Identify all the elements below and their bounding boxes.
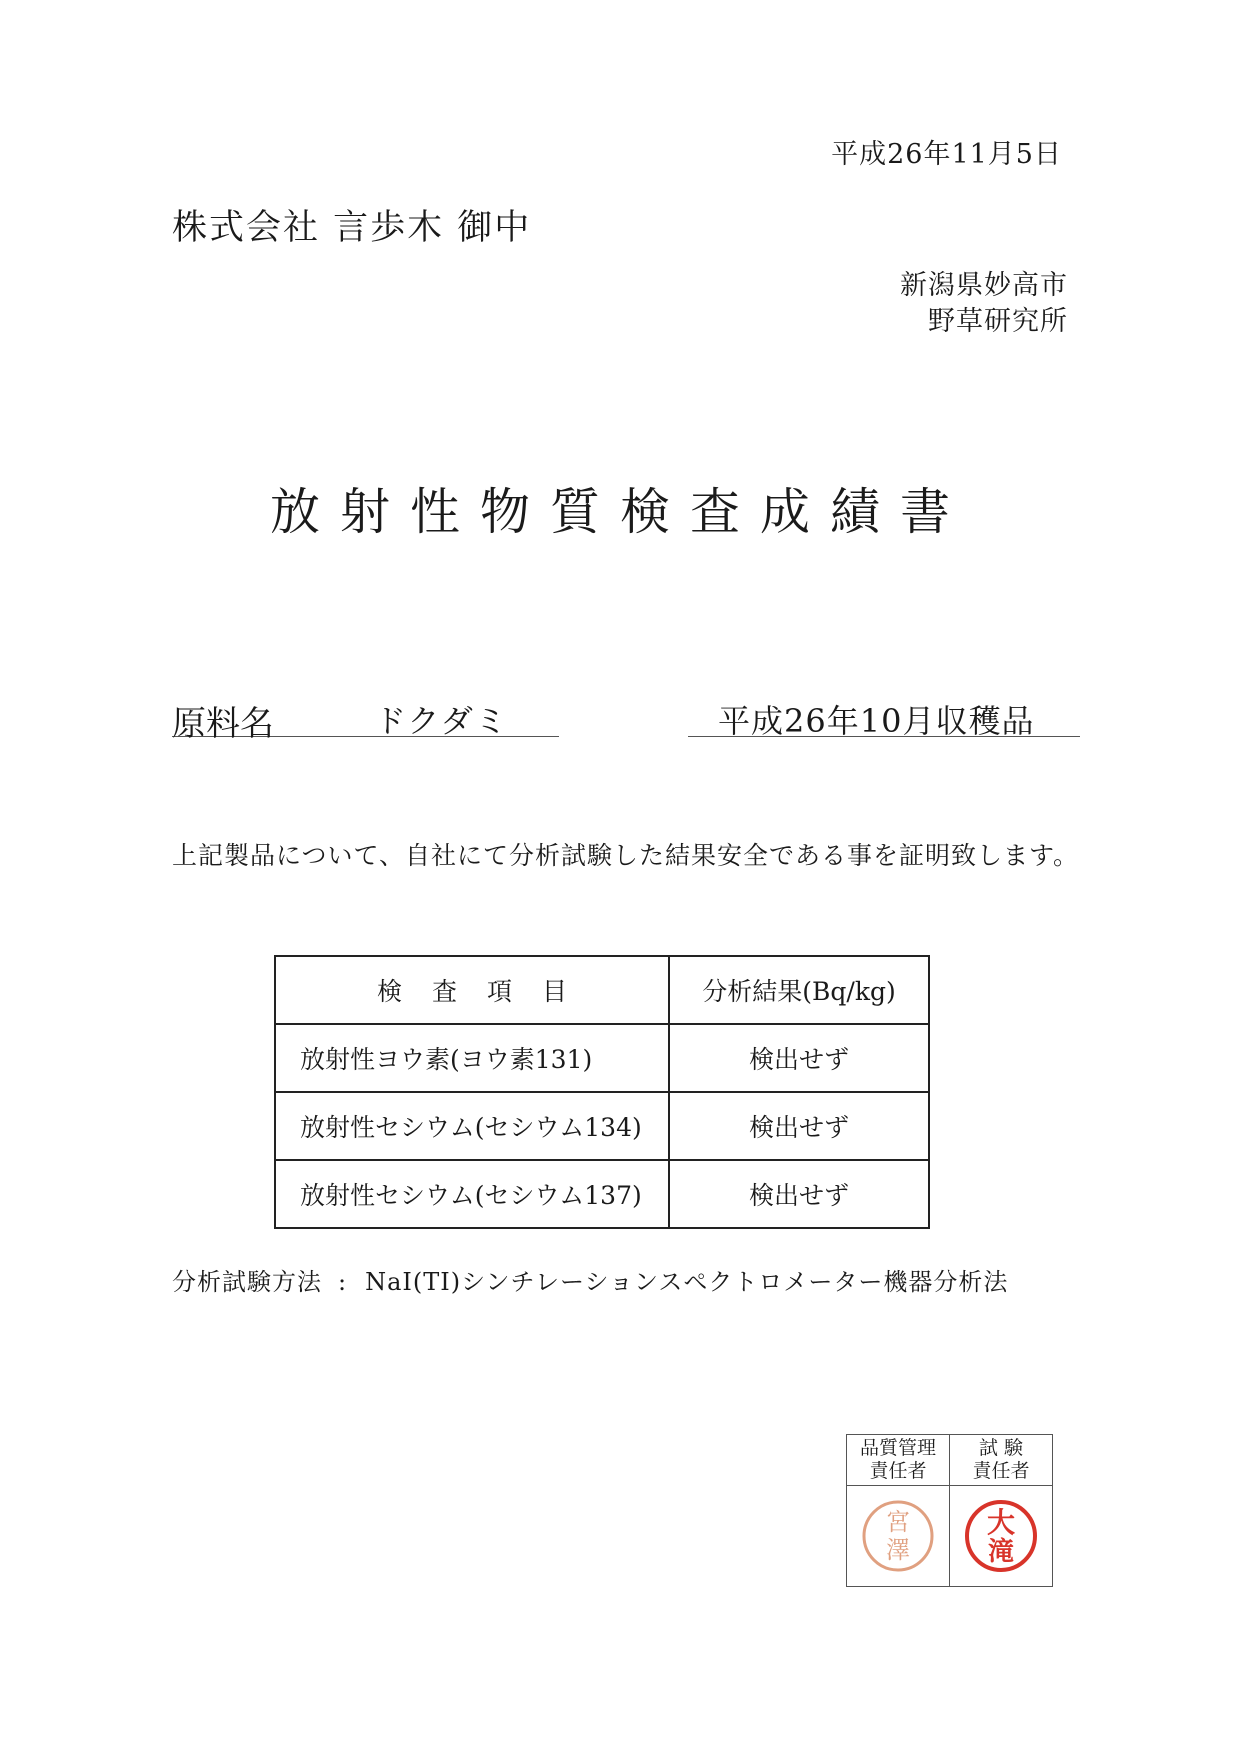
document-title: 放射性物質検査成績書 [270, 483, 970, 541]
material-name: ドクダミ [374, 702, 509, 740]
certification-statement: 上記製品について、自社にて分析試験した結果安全である事を証明致します。 [172, 841, 1080, 870]
row-item: 放射性ヨウ素(ヨウ素131) [275, 1024, 669, 1092]
seal-stamp-icon [961, 1496, 1041, 1576]
method-label: 分析試験方法 [172, 1268, 322, 1296]
row-item: 放射性セシウム(セシウム134) [275, 1092, 669, 1160]
method-separator: : [338, 1268, 348, 1296]
method-value: NaI(TI)シンチレーションスペクトロメーター機器分析法 [365, 1268, 1009, 1296]
table-row [275, 1160, 929, 1228]
test-manager-label: 試 験 責任者 [950, 1435, 1053, 1486]
seal-stamp-icon [858, 1496, 938, 1576]
analysis-method [172, 1262, 1008, 1297]
row-item: 放射性セシウム(セシウム137) [275, 1160, 669, 1228]
results-table [274, 955, 930, 1229]
seal-text-2b: 滝 [987, 1537, 1015, 1567]
quality-manager-label: 品質管理 責任者 [847, 1435, 950, 1486]
row-result: 検出せず [669, 1024, 929, 1092]
seal-text-1b: 澤 [886, 1536, 910, 1564]
harvest-field [688, 696, 1080, 740]
header-inspection-item: 検査項目 [275, 956, 669, 1024]
material-label: 原料名 [172, 704, 274, 744]
recipient: 株式会社 言歩木 御中 [172, 208, 532, 248]
table-header-row [275, 956, 929, 1024]
test-manager-seal [950, 1486, 1053, 1587]
row-result: 検出せず [669, 1092, 929, 1160]
seal-text-1: 宮 [886, 1508, 910, 1536]
seal-text-2: 大 [986, 1506, 1016, 1539]
row-result: 検出せず [669, 1160, 929, 1228]
issuer-block [900, 268, 1068, 340]
table-row [275, 1092, 929, 1160]
material-field [172, 696, 559, 744]
issuer-name: 野草研究所 [928, 306, 1068, 337]
issuer-location: 新潟県妙高市 [900, 270, 1068, 301]
signature-box [846, 1434, 1053, 1587]
table-row [275, 1024, 929, 1092]
header-analysis-result: 分析結果(Bq/kg) [669, 956, 929, 1024]
quality-manager-seal [847, 1486, 950, 1587]
harvest-value: 平成26年10月収穫品 [718, 702, 1035, 740]
issue-date: 平成26年11月5日 [831, 139, 1062, 170]
